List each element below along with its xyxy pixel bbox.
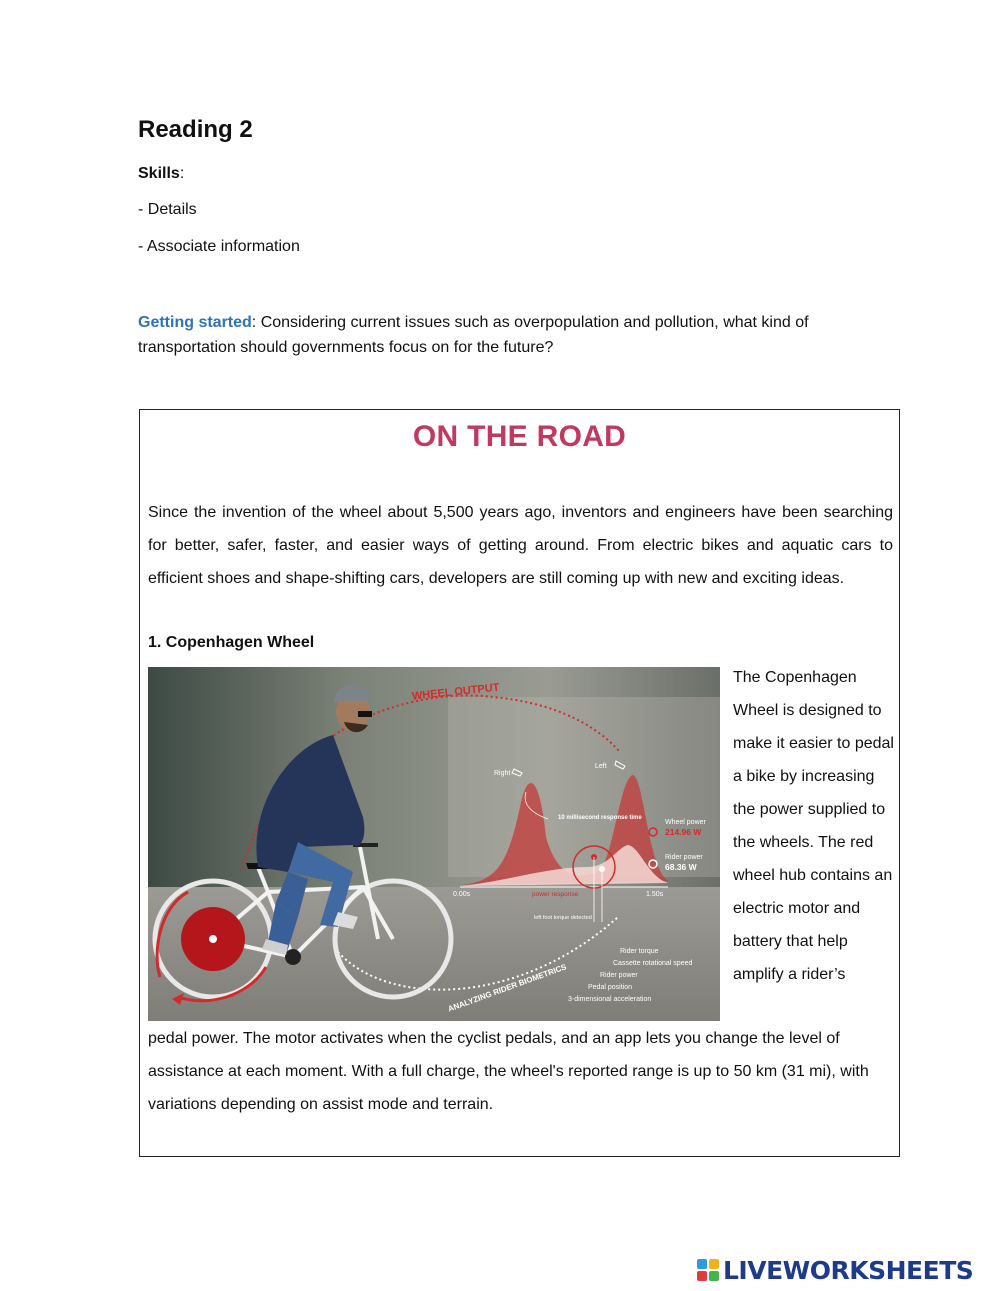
metric-cassette-speed: Cassette rotational speed (613, 960, 693, 967)
article-box (139, 409, 900, 1157)
time-end-label: 1.50s (646, 891, 664, 898)
continued-paragraph: pedal power. The motor activates when the cyclist pedals, and an app lets you change the level of assistance at each moment. With a full charge, the wheel's reported range is up to 50 km (31 mi), with variations depending on assist mode and terrain. (148, 1030, 869, 1113)
metric-pedal-position: Pedal position (588, 984, 632, 991)
torque-detected-label: left foot torque detected (534, 915, 592, 921)
getting-started (138, 310, 868, 360)
rider-power-label: Rider power (665, 854, 703, 861)
power-response-label: power response (532, 891, 579, 898)
skills-colon: : (179, 165, 185, 182)
copenhagen-wheel-figure (148, 667, 720, 1021)
skill-item-associate: - Associate information (138, 238, 300, 255)
page-title: Reading 2 (138, 116, 253, 143)
right-label: Right (494, 770, 511, 777)
getting-started-label: Getting started (138, 314, 252, 331)
side-paragraph: The Copenhagen Wheel is designed to make it easier to pedal a bike by increasing the power supplied to the wheels. The red wheel hub contains an electric motor and battery that help amplify a rider’s (733, 669, 894, 983)
time-start-label: 0.00s (453, 891, 471, 898)
metric-rider-power: Rider power (600, 972, 638, 979)
rider-power-value: 68.36 W (665, 862, 697, 872)
liveworksheets-logo (697, 1255, 973, 1285)
skill-item-details: - Details (138, 201, 197, 218)
section-title: 1. Copenhagen Wheel (148, 634, 315, 651)
logo-text: LIVEWORKSHEETS (723, 1255, 974, 1285)
skills-heading (138, 165, 184, 183)
wheel-power-label: Wheel power (665, 819, 706, 826)
article-intro: Since the invention of the wheel about 5,500 years ago, inventors and engineers have been searching for better, safer, faster, and easier ways of getting around. From electric bikes and aquatic cars to efficient shoes and shape-shifting cars, developers are still coming up with new and exciting ideas. (148, 504, 893, 587)
getting-started-text: : Considering current issues such as overpopulation and pollution, what kind of transportation should governments focus on for the future? (138, 314, 809, 356)
metric-rider-torque: Rider torque (620, 948, 659, 955)
article-title: ON THE ROAD (412, 420, 627, 453)
left-label: Left (595, 763, 607, 770)
wheel-output-label: WHEEL OUTPUT (411, 681, 500, 703)
metric-acceleration: 3-dimensional acceleration (568, 996, 652, 1003)
logo-mark-icon (697, 1259, 719, 1281)
response-time-label: 10 millisecond response time (558, 815, 642, 821)
analyzing-label: ANALYZING RIDER BIOMETRICS (446, 962, 568, 1014)
wheel-power-value: 214.96 W (665, 827, 702, 837)
skills-label: Skills (138, 165, 180, 182)
